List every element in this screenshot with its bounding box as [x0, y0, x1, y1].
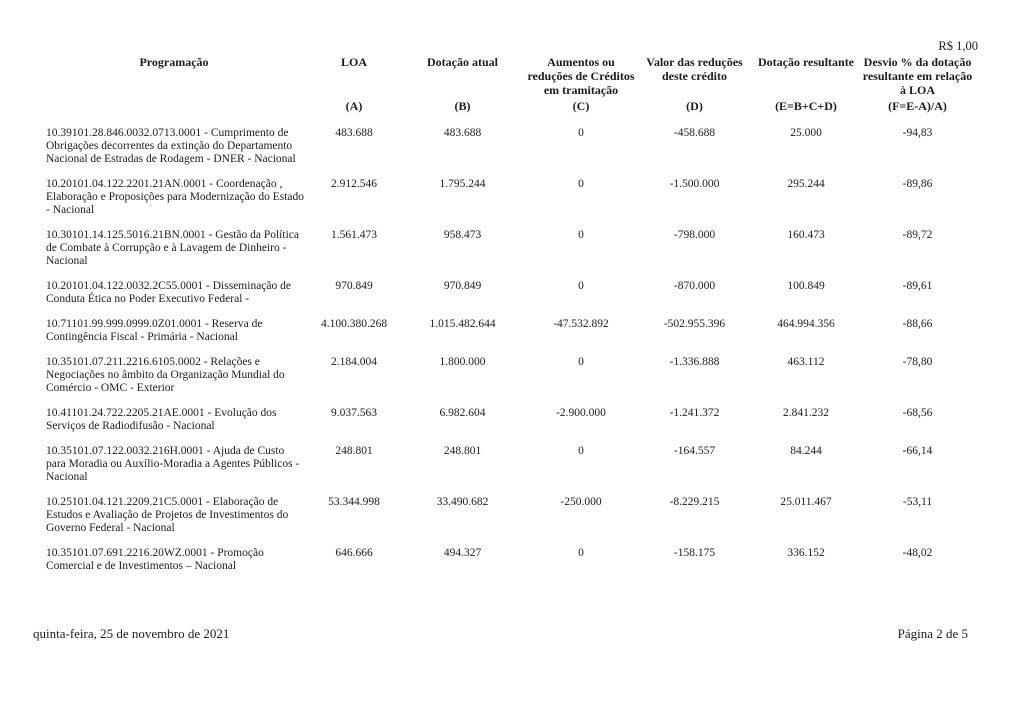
- currency-unit-note: R$ 1,00: [938, 39, 978, 53]
- cell-programacao: 10.35101.07.211.2216.6105.0002 - Relações e Negociações no âmbito da Organização Mundial do Comércio - OMC - Exterior: [46, 356, 285, 394]
- cell-programacao: 10.30101.14.125.5016.21BN.0001 - Gestão da Política de Combate à Corrupção e à Lavagem de Dinheiro - Nacional: [46, 229, 299, 267]
- table-row: [40, 496, 975, 547]
- column-formula-programacao: [40, 97, 308, 127]
- cell-dotacao-atual: 6.982.604: [439, 407, 486, 419]
- column-formula-dotacao-atual: (B): [454, 99, 471, 113]
- cell-valor-reducoes: -164.557: [673, 445, 716, 457]
- cell-dotacao-atual: 1.015.482.644: [429, 318, 496, 330]
- column-formula-loa: (A): [345, 99, 363, 113]
- cell-valor-reducoes: -502.955.396: [663, 318, 726, 330]
- table-row: [40, 178, 975, 229]
- cell-valor-reducoes: -870.000: [673, 280, 716, 292]
- table-row: [40, 356, 975, 407]
- cell-dotacao-resultante: 463.112: [787, 356, 825, 368]
- cell-dotacao-resultante: 295.244: [787, 178, 825, 190]
- cell-desvio: -89,72: [902, 229, 933, 241]
- cell-dotacao-resultante: 2.841.232: [783, 407, 829, 419]
- cell-loa: 646.666: [335, 547, 373, 559]
- cell-programacao: 10.25101.04.121.2209.21C5.0001 - Elaboração de Estudos e Avaliação de Projetos de Investimentos do Governo Federal - Nacional: [46, 496, 289, 534]
- cell-desvio: -48,02: [902, 547, 933, 559]
- column-header-dotacao-resultante: Dotação resultante: [757, 55, 855, 69]
- cell-programacao: 10.41101.24.722.2205.21AE.0001 - Evolução dos Serviços de Radiodifusão - Nacional: [46, 407, 277, 432]
- cell-loa: 9.037.563: [331, 407, 377, 419]
- cell-dotacao-atual: 494.327: [443, 547, 482, 559]
- cell-valor-reducoes: -1.336.888: [669, 356, 720, 368]
- column-header-valor-reducoes: Valor das reduções deste crédito: [646, 55, 743, 83]
- cell-dotacao-atual: 958.473: [443, 229, 482, 241]
- cell-dotacao-resultante: 100.849: [787, 280, 825, 292]
- cell-loa: 970.849: [335, 280, 373, 292]
- page-footer: [33, 626, 968, 641]
- cell-valor-reducoes: -798.000: [673, 229, 716, 241]
- cell-desvio: -53,11: [902, 496, 933, 508]
- cell-loa: 2.184.004: [331, 356, 377, 368]
- header-labels-row: [40, 55, 975, 97]
- cell-valor-reducoes: -1.500.000: [669, 178, 720, 190]
- cell-aumentos-reducoes: 0: [578, 356, 584, 368]
- header-formulas-row: [40, 97, 975, 127]
- column-header-programacao: Programação: [139, 55, 209, 69]
- cell-dotacao-resultante: 84.244: [790, 445, 822, 457]
- table-row: [40, 445, 975, 496]
- cell-dotacao-resultante: 25.011.467: [780, 496, 832, 508]
- column-formula-dotacao-resultante: (E=B+C+D): [775, 99, 837, 113]
- cell-desvio: -89,61: [902, 280, 933, 292]
- cell-dotacao-atual: 1.800.000: [439, 356, 486, 368]
- cell-loa: 248.801: [335, 445, 373, 457]
- cell-aumentos-reducoes: 0: [578, 547, 584, 559]
- cell-aumentos-reducoes: -2.900.000: [556, 407, 606, 419]
- cell-loa: 53.344.998: [328, 496, 380, 508]
- table-row: [40, 280, 975, 318]
- cell-aumentos-reducoes: -47.532.892: [553, 318, 609, 330]
- cell-loa: 2.912.546: [331, 178, 377, 190]
- cell-valor-reducoes: -1.241.372: [669, 407, 720, 419]
- cell-dotacao-atual: 248.801: [443, 445, 482, 457]
- cell-loa: 1.561.473: [331, 229, 377, 241]
- cell-aumentos-reducoes: -250.000: [560, 496, 602, 508]
- cell-programacao: 10.35101.07.122.0032.216H.0001 - Ajuda de Custo para Moradia ou Auxílio-Moradia a Agentes Públicos - Nacional: [46, 445, 300, 483]
- cell-desvio: -66,14: [902, 445, 933, 457]
- column-header-loa: LOA: [340, 55, 367, 69]
- cell-valor-reducoes: -158.175: [673, 547, 716, 559]
- cell-programacao: 10.20101.04.122.0032.2C55.0001 - Disseminação de Conduta Ética no Poder Executivo Federal -: [46, 280, 291, 305]
- cell-loa: 4.100.380.268: [320, 318, 388, 330]
- cell-dotacao-resultante: 336.152: [787, 547, 825, 559]
- table-row: [40, 547, 975, 585]
- cell-programacao: 10.39101.28.846.0032.0713.0001 - Cumprimento de Obrigações decorrentes da extinção do Departamento Nacional de Estradas de Rodagem - DNER - Nacional: [46, 127, 296, 165]
- cell-programacao: 10.35101.07.691.2216.20WZ.0001 - Promoção Comercial e de Investimentos – Nacional: [46, 547, 264, 572]
- column-header-desvio: Desvio % da dotação resultante em relação à LOA: [862, 55, 973, 97]
- table-row: [40, 127, 975, 178]
- table-row: [40, 229, 975, 280]
- cell-aumentos-reducoes: 0: [578, 178, 584, 190]
- cell-desvio: -68,56: [902, 407, 933, 419]
- footer-page-number: Página 2 de 5: [897, 626, 968, 641]
- table-body: [40, 127, 975, 585]
- column-formula-valor-reducoes: (D): [686, 99, 703, 113]
- cell-dotacao-atual: 1.795.244: [439, 178, 486, 190]
- cell-aumentos-reducoes: 0: [578, 280, 584, 292]
- cell-programacao: 10.20101.04.122.2201.21AN.0001 - Coordenação , Elaboração e Proposições para Modernização do Estado - Nacional: [46, 178, 305, 216]
- cell-dotacao-atual: 483.688: [443, 127, 482, 139]
- cell-dotacao-atual: 970.849: [443, 280, 482, 292]
- column-formula-desvio: (F=E-A)/A): [888, 99, 947, 113]
- cell-loa: 483.688: [335, 127, 373, 139]
- cell-programacao: 10.71101.99.999.0999.0Z01.0001 - Reserva de Contingência Fiscal - Primária - Nacional: [46, 318, 263, 343]
- cell-aumentos-reducoes: 0: [578, 229, 584, 241]
- cell-dotacao-resultante: 25.000: [790, 127, 822, 139]
- cell-aumentos-reducoes: 0: [578, 445, 584, 457]
- table-row: [40, 407, 975, 445]
- cell-aumentos-reducoes: 0: [578, 127, 584, 139]
- cell-desvio: -88,66: [902, 318, 933, 330]
- cell-dotacao-resultante: 464.994.356: [777, 318, 835, 330]
- cell-desvio: -78,80: [902, 356, 933, 368]
- cell-valor-reducoes: -8.229.215: [669, 496, 720, 508]
- cell-dotacao-atual: 33.490.682: [436, 496, 489, 508]
- cell-desvio: -89,86: [902, 178, 933, 190]
- cell-dotacao-resultante: 160.473: [787, 229, 825, 241]
- column-formula-aumentos-reducoes: (C): [572, 99, 590, 113]
- table-row: [40, 318, 975, 356]
- column-header-aumentos-reducoes: Aumentos ou reduções de Créditos em tramitação: [527, 55, 635, 97]
- budget-table: [40, 55, 975, 585]
- cell-valor-reducoes: -458.688: [673, 127, 716, 139]
- cell-desvio: -94,83: [902, 127, 933, 139]
- column-header-dotacao-atual: Dotação atual: [427, 55, 498, 69]
- footer-date: quinta-feira, 25 de novembro de 2021: [33, 626, 230, 641]
- table-header: [40, 55, 975, 127]
